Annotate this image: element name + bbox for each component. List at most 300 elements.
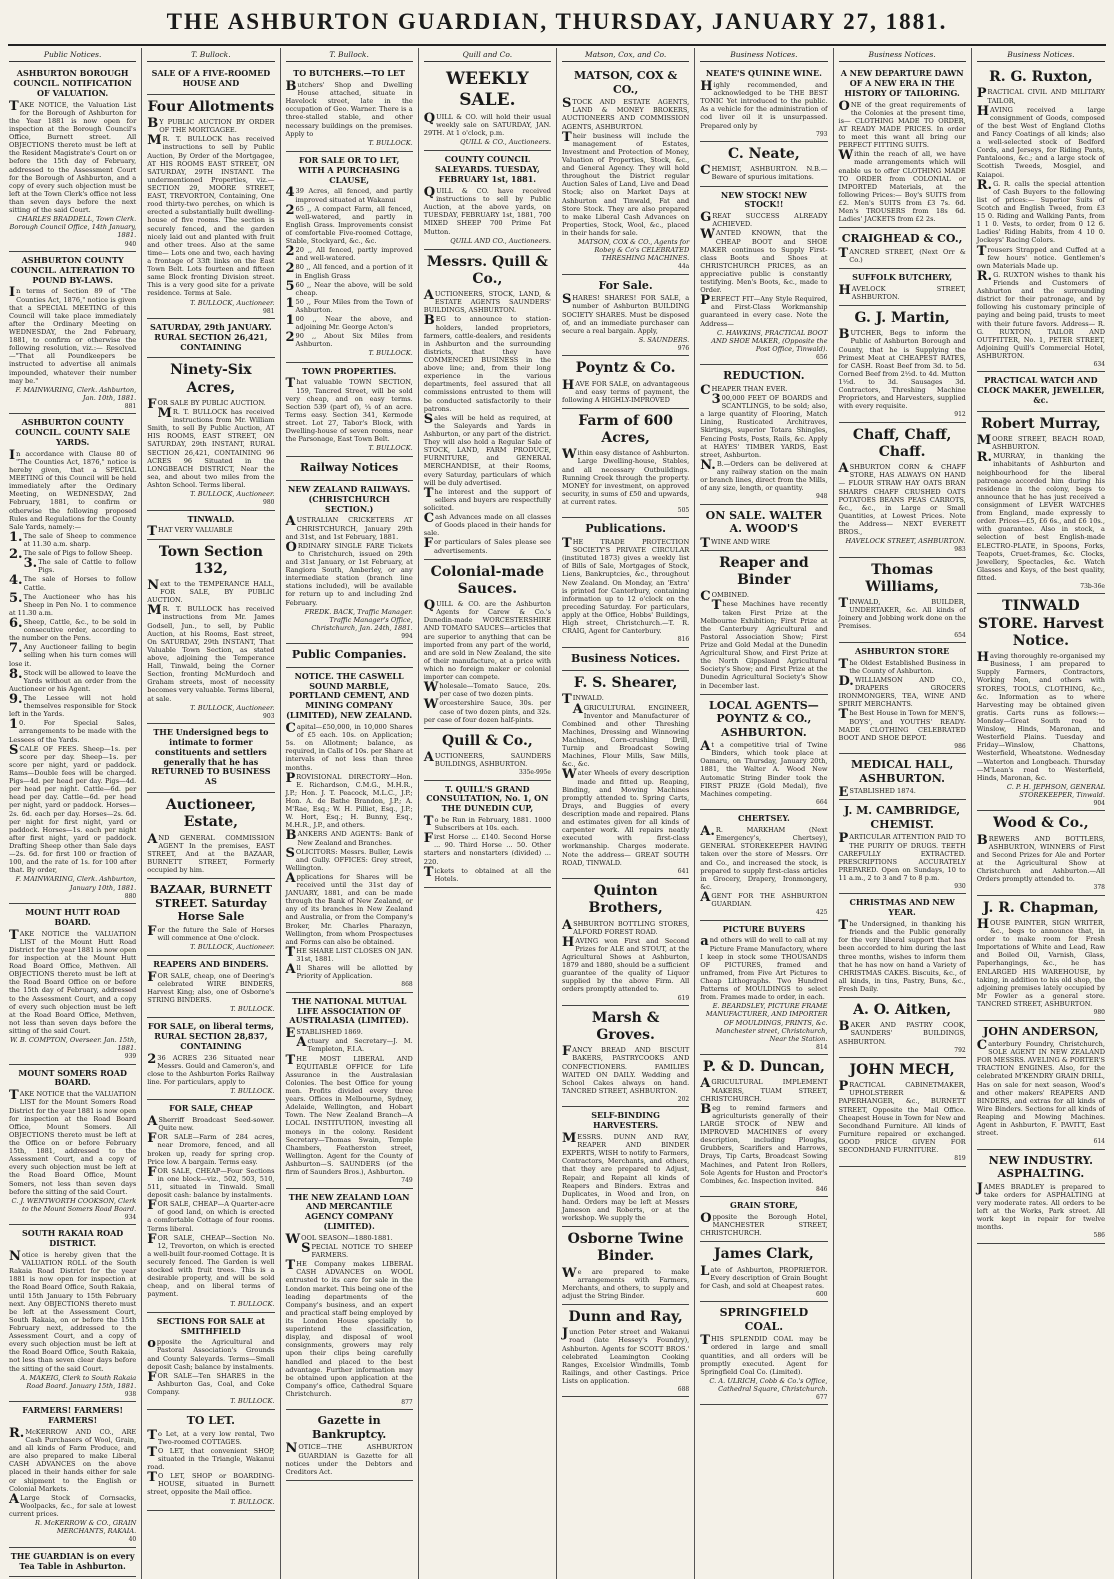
ad-signature: T. BULLOCK, Auctioneer. [190,298,275,307]
column-heading: Public Notices. [9,50,136,62]
ad-title: Reaper and Binder [719,554,809,589]
ad-body-text: BUTCHER, Begs to inform the Public of Ashburton Borough and County, that he is Supplying the Primest Meat at CHEAPEST RATES, for CASH. Roast Beef from 3d. to 5d. Corned Beef from 2½d. to 4d. Mutton 1½d. to 3d. Sausages 3d. Contractors, Threshing Machine Proprietors, and Harvesters, supplied with every requisite. [838,327,966,411]
ad-body-text: HAVE FOR SALE, on advantageous and easy terms of payment, the following A HIGHLY-IMPROVED [562,377,690,404]
ad-title: COUNTY COUNCIL SALEYARDS. TUESDAY, FEBRUARY 1st, 1881. [434,154,540,185]
ad-body-text: AND GENERAL COMMISSION AGENT In the premises, EAST STREET, And at the BAZAAR, BURNETT STREET, Formerly occupied by him. [147,831,275,874]
ad-title: Ninety-Six Acres, [170,362,252,396]
ad-body-text: FOR SALE, CHEAP—Section No. 12, Trevorton, on which is erected a well-built four-roomed Cottage. It is securely fenced. The Garden is well stocked with fruit trees. This is a desirable property, and will be sold cheap, and on liberal terms of payment. [147,1231,275,1299]
advertisement [562,1107,689,1227]
advertisement [147,540,274,725]
ad-title: ASHBURTON COUNTY COUNCIL. COUNTY SALE YARDS. [15,417,130,447]
ad-body-text: FOR SALE, cheap, one of Deering's celebrated WIRE BINDERS, Harvest King; also, one of Osborne's STRING BINDERS. [147,969,275,1005]
advertisement [562,409,689,519]
advertisement [9,1065,136,1226]
ad-body-text: TAKE NOTICE, the Valuation List for the Borough of Ashburton for the Year 1881 is now open for inspection at the Borough Council's Office, Burnett street. All OBJECTIONS thereto must be left at the Resident Magistrate's Court on or before the 15th day of February, addressed to the Assessment Court for the Borough of Ashburton, and a copy of every such objection must be left at the Town Clerk's office not less than seven days before the next sitting of the said Court. [9,98,137,215]
ad-body-text: MR. T. BULLOCK has received instructions to sell by Public Auction, By Order of the Mortgagee, AT HIS ROOMS EAST STREET, ON SATURDAY, 29TH INSTANT. The undermentioned Properties, viz.— SECTION 29, MOORE STREET, EAST, TREVORTON, Containing, One rood thirty-two perches, on which is erected a substantially built dwelling-house of five rooms. The section is securely fenced, and the garden nicely laid out and planted with fruit and other trees. Also at the same time— Lots one and two, each having a frontage of 33ft links on the East Town Belt. Lots fourteen and fifteen same Block fronting Division street. This is a very good site for a private residence. Terms at Sale. [147,133,275,298]
advertisement [147,511,274,540]
ad-body-text: Their business will include the management of Estates, Investment and Protection of Money, Valuation of Properties, Stock, &c., and General Agency. They will hold throughout the District regular Auction Sales of Land, Live and Dead Stock; also on Market Days at Ashburton and Tinwald, Fat and Store Stock. They are also prepared to make Liberal Cash Advances on Properties, Stock, Wool, &c., placed in their hands for sale. [562,129,690,237]
ad-reference-number: 202 [677,1095,690,1103]
ad-body-text: 150 ,, Four Miles from the Town of Ashburton. [285,295,413,314]
advertisement [9,65,136,252]
advertisement [9,904,136,1065]
advertisement [839,558,966,643]
advertisement [839,894,966,998]
ad-title: Marsh & Groves. [591,1009,660,1044]
ad-title: TOWN PROPERTIES. [301,365,397,376]
ad-body-text: TINWALD. [562,692,604,708]
ad-body-text: First Horse ... £140. Second Horse ... 90. Third Horse ... 50. Other starters and nonstarters (divided) ... 220. [423,831,551,866]
column-heading: Business Notices. [700,50,827,62]
ad-body-text: ASherriff Broadcast Seed-sower. Quite new. [147,1114,275,1133]
advertisement [286,1189,413,1411]
ad-title: G. J. Martin, [854,310,950,327]
ad-body-text: 6.Sheep, Cattle, &c., to be sold in consecutive order, according to the number on the Pens. [9,616,137,643]
advertisement [562,648,689,672]
ad-body-text: 220 ,, All fenced, partly improved and well-watered. [285,244,413,263]
ad-body-text: SHARES! SHARES! FOR SALE, a number of Ashburton BUILDING SOCIETY SHARES. Must be disposed of, and an immediate purchaser can secure a real bargain. Apply, [562,292,690,335]
ad-title: Wood & Co., [993,815,1089,832]
column-2 [142,48,280,1579]
ad-body-text: The Oldest Established Business in the County of Ashburton. [838,656,966,675]
advertisement [977,65,1105,372]
ad-body-text: These Machines have recently taken First Prize at the Melbourne Exhibition; First Prize at the Canterbury Agricultural and Pastoral Association Show; First Prize and Gold Medal at the Dunedin Agricultural Show, and First Prize at the North Gippsland Agricultural Society's Show; and First Prize at the Dunedin Agricultural Society's Show in December last. [700,598,828,690]
advertisement [700,142,827,186]
ad-title: NOTICE. THE CASWELL SOUND MARBLE, PORTLAND CEMENT, AND MINING COMPANY (LIMITED), NEW ZEALAND. [286,670,413,721]
masthead-title: THE ASHBURTON GUARDIAN, THURSDAY, JANUARY 27, 1881. [166,9,948,34]
ad-title: T. QUILL'S GRAND CONSULTATION, No. 1, ON THE DUNEDIN CUP, [426,783,549,814]
ad-body-text: 236 ACRES 236 Situated near Messrs. Gould and Cameron's, and close to the Ashburton Forks Railway line. For particulars, apply to [147,1051,275,1087]
ad-body-text: D.WILLIAMSON AND CO., DRAPERS GROCERS IRONMONGERS, TEA, WINE AND SPIRIT MERCHANTS. [838,674,966,709]
ad-title: Messrs. Quill & Co., [426,253,548,287]
ad-body-text: Having thoroughly re-organised my Business, I am prepared to Supply Farmers, Contractors, Working Men, and others with STORES, TOOLS, CLOTHING, &c., &c. Information as to where Harvesting may be obtained given gratis. Carts runs as follows:— Monday—Great South road to Winslow, Hinds, Maronan, and Westerfield Plains. Tuesday and Friday—Winslow, Chattons, Westerfield, Wheatstone. Wednesday—Waterton and Longbeach. Thursday—M'Lean's road to Westerfield, Hinds, Maronan, &c. [976,650,1105,782]
ad-reference-number: 983 [954,546,966,554]
ad-body-text: 10. For Special Sales, arrangements to be made with the Lessees of the Yards. [9,717,137,744]
advertisement [700,695,827,811]
ad-body-text: TINWALD, BUILDER, UNDERTAKER, &c. All kinds of Joinery and Jobbing work done on the Premises. [838,596,966,631]
ad-body-text: Trousers Strapped and Cuffed at a few hours' notice. Gentlemen's own Materials Made up. [976,243,1105,270]
ad-title: SECTIONS FOR SALE at SMITHFIELD [156,1315,265,1336]
ad-body-text: BAKER AND PASTRY COOK, SAUNDERS' BUILDINGS, ASHBURTON. [838,1019,966,1046]
ad-body-text: AGRICULTURAL IMPLEMENT MAKERS, TUAM STREET, CHRISTCHURCH. [700,1076,828,1103]
advertisement [700,365,827,504]
advertisement [147,1100,274,1312]
ad-body-text: ASHBURTON BOTTLING STORES, ALFORD FOREST ROAD. [562,917,690,936]
ad-body-text: Capital—£50,000, in 10,000 Shares of £5 each. 10s. on Application; 5s. on Allotment; balance, as required, in Calls of 10s. per Share at intervals of not less than three months. [285,720,413,772]
ad-reference-number: 940 [124,240,137,248]
ad-reference-number: 904 [1093,800,1105,808]
ad-title: Osborne Twine Binder. [567,1231,684,1265]
ad-body-text: TWINE AND WIRE [700,535,771,551]
ad-body-text: Canterbury Foundry, Christchurch, SOLE AGENT IN NEW ZEALAND FOR MESSRS. AVELING & PORTER'S TRACTION ENGINES. Also, for the celebrated M'KENDRY GRAIN DRILL, Has on sale for next season, Wood's and other makers' REAPERS AND BINDERS, and extras for all kinds of Wire Binders. Sections for all kinds of Reaping and Mowing Machines. Agent in Ashburton, F. PAVITT, East street. [976,1038,1105,1138]
advertisement [977,412,1105,595]
ad-body-text: PARTICULAR ATTENTION PAID TO THE PURITY OF DRUGS. TEETH CAREFULLY EXTRACTED. PRESCRIPTIONS ACCURATELY PREPARED. Open on Sundays, 10 to 11 a.m., 2 to 3 and 7 to 8 p.m. [838,831,966,882]
ad-body-text: 439 Acres, all fenced, and partly improved situated at Wakanui [285,185,413,204]
ad-signature: HAVELOCK STREET, ASHBURTON. [845,537,966,546]
ad-body-text: Butchers' Shop and Dwelling House attached, situate in Havelock street, late in the occupation of Geo. Warner. There is a three-stalled stable, and other necessary buildings on the premises. Apply to [285,79,413,138]
ad-title: NEW ZEALAND RAILWAYS. (CHRISTCHURCH SECTION.) [288,483,411,514]
ad-title: FOR SALE, on liberal terms, RURAL SECTION 28,837, CONTAINING [147,1021,274,1051]
ad-signature: T. BULLOCK. [230,1087,275,1096]
ad-body-text: COMBINED. [700,589,749,605]
advertisement [424,151,551,249]
ad-body-text: AUCTIONEERS, STOCK, LAND, & ESTATE AGENTS SAUNDERS' BUILDINGS, ASHBURTON. [423,288,551,315]
ad-reference-number: 600 [816,1290,828,1298]
advertisement [286,668,413,993]
advertisement [286,363,413,458]
ad-title: TINWALD STORE. Harvest Notice. [977,598,1104,649]
ad-body-text: Cash Advances made on all classes of Goods placed in their hands for sale. [423,511,551,538]
ad-reference-number: 816 [677,636,690,644]
ad-body-text: QUILL & CO. will hold their usual weekly sale on SATURDAY, JAN. 29TH. At 1 o'clock, p.m. [423,111,551,138]
ad-title: TO BUTCHERS.—TO LET [293,68,405,79]
advertisement [9,414,136,904]
column-heading: Business Notices. [839,50,966,62]
ad-signature: W. B. COMPTON, Overseer. Jan. 15th, 1881. [10,1036,137,1053]
ad-body-text: PERFECT FIT—Any Style Required, and First-Class Workmanship guaranteed in every case. Note the Address— [700,293,828,328]
ad-signature: A. MAKEIG, Clerk to South Rakaia Road Board. January 15th, 1881. [20,1373,137,1390]
ad-reference-number: 634 [1093,361,1105,369]
ad-body-text: 5.The Auctioneer who has his Sheep in Pen No. 1 to commence at 11.30 a.m. [9,590,137,617]
ad-body-text: HAVING received a large consignment of Goods, composed of the best West of England Cloths and Fancy Coatings of all kinds; also a well-selected stock of Bedford Cords, and Jerseys, for Riding Pants, Pantaloons, &c.; and a large stock of Scottish Tweeds, Mosgiel, and Kaiapoi. [976,103,1105,179]
ad-body-text: STOCK AND ESTATE AGENTS, LAND & MONEY BROKERS, AUCTIONEERS AND COMMISSION AGENTS, ASHBURTON. [562,96,690,131]
ad-title: GRAIN STORE, [729,1200,798,1211]
ad-body-text: TO LET, SHOP or BOARDING-HOUSE, situated in Burnett street, opposite the Mail office. [147,1470,275,1497]
advertisement [9,1225,136,1402]
ad-signature: C. J. WENTWORTH COOKSON, Clerk to the Mount Somers Road Board. [11,1196,137,1213]
advertisement [424,560,551,729]
ad-title: JOHN ANDERSON, [983,1024,1099,1038]
ad-title: A. O. Aitken, [853,1002,952,1019]
advertisement [700,1242,827,1302]
advertisement [839,1058,966,1167]
advertisement [147,65,274,95]
ad-body-text: A.R. MARKHAM (Next Emergency's, Chertsey), GENERAL STOREKEEPER HAVING taken over the store of Messrs. Orr and Co., and increased the stock, is prepared to supply first-class articles in Grocery, Drapery, Ironmongery, &c. [700,824,828,891]
ad-title: Quill & Co., [442,732,533,749]
ad-title: SOUTH RAKAIA ROAD DISTRICT. [22,1228,124,1249]
ad-body-text: WANTED KNOWN, that the CHEAP BOOT and SHOE MAKER continues to Supply First-class Boots and Shoes at CHRISTCHURCH PRICES, as an appreciative public is constantly testifying. Men's Boots, &c., made to Order. [700,227,828,295]
advertisement [424,781,551,888]
ad-reference-number: 939 [124,1053,137,1061]
ad-body-text: HAVELOCK STREET, ASHBURTON. [838,282,966,302]
ad-title: THE NATIONAL MUTUAL LIFE ASSOCIATION OF AUSTRALASIA (LIMITED). [289,995,409,1026]
ad-body-text: AGRICULTURAL ENGINEER, Inventor and Manufacturer of Combined and other Threshing Machines, Dressing and Winnowing Machines, Corn-crushing Drill, Turnip and Broadcast Sowing Machines, Flour Mills, Saw Mills, &c., &c. [562,701,690,769]
ad-body-text: Within easy distance of Ashburton. Large Dwelling-house, Stables, and all necessary Outbuildings. Running Creek through the property. MONEY for investment, on approved security, in sums of £50 and upwards, at current rates. [562,447,690,506]
ad-reference-number: 614 [1093,1138,1105,1146]
ad-reference-number: 664 [816,798,828,806]
ad-title: REAPERS AND BINDERS. [153,958,269,969]
ad-reference-number: 749 [401,1177,413,1185]
advertisement [147,358,274,510]
ad-body-text: BANKERS AND AGENTS: Bank of New Zealand and Branches. [285,828,413,847]
ad-reference-number: 868 [401,981,413,989]
ad-body-text: ORDINARY SINGLE FARE Tickets to Christchurch, issued on 29th and 31st January, or 1st February, at Rangiora South, Amberley, or any intermediate station (branch line stations included), will be available for return up to and including 2nd February. [285,539,413,607]
ad-signature: F. MAINWARING, Clerk. Ashburton, January 10th, 1881. [15,875,137,892]
advertisement [147,1018,274,1100]
ad-body-text: Notice is hereby given that the VALUATION ROLL of the South Rakaia Road District for the year 1881 is now open for inspection at the Road Board Office, South Rakaia, until 15th January to 15th February next. Any OBJECTIONS thereto must be left at the Assessment Court, South Rakaia, on or before the 15th February next, addressed to the Assessment Court, and a copy of every such objection must be left at the Road Board Office, South Rakaia, not less than seven clear days before the sitting of the said Court. [9,1248,137,1373]
advertisement [700,187,827,366]
ad-title: Railway Notices [300,461,399,475]
ad-body-text: R.G. R. calls the special attention of Cash Buyers to the following list of prices:— Superior Suits of Scotch and English Tweed, from £3 15 0. Riding and Walking Pants, from 1 1 0. Vests, to order, from 0 12 6. Ladies' Riding Habits, from 4 10 0. Jockeys' Racing Colors. [976,177,1105,245]
ad-body-text: At a competitive trial of Twine Binders, which took place at Oamaru, on Thursday, January 20th, 1881, the Walter A. Wood New Automatic String Binder took the FIRST PRIZE (Gold Medal), five Machines competing. [700,739,828,798]
ad-body-text: The Undersigned, in thanking his friends and the Public generally for the very liberal support that has been accorded to him during the last three months, wishes to inform them that he has now on hand a Variety of CHRISTMAS CAKES. Biscuits, &c., of all kinds, in tins, Pastry, Buns, &c., Fresh Daily. [838,918,966,993]
column-heading: Quill and Co. [424,50,551,62]
ad-body-text: SPECIAL NOTICE TO SHEEP FARMERS. [301,1240,413,1260]
ad-title: J. R. Chapman, [982,899,1099,916]
ad-title: TO LET. [186,1414,236,1428]
ad-body-text: PROVISIONAL DIRECTORY—Hon. E. Richardson, C.M.G., M.H.R., J.P.; Hon. J. T. Peacock, M.L.C., J.P.; Hon. A. de Bathe Brandon, J.P.; A. M'Rae, Esq.; W. H. Pilliet, Esq., J.P.; W. Hort, Esq.; H. Bunny, Esq., M.H.R., J.P., and others. [285,770,413,830]
ad-body-text: BREWERS AND BOTTLERS, ASHBURTON, WINNERS of First and Second Prizes for Ale and Porter at the Agricultural Show at Christchurch and Ashburton.—All Orders promptly attended to. [976,832,1105,884]
ad-body-text: THAT VERY VALUABLE [147,524,233,540]
ad-reference-number: 73b-36e [1080,583,1105,591]
ad-body-text: Next to the TEMPERANCE HALL, FOR SALE, BY PUBLIC AUCTION. [147,577,275,605]
ad-title: ASHBURTON COUNTY COUNCIL. ALTERATION TO POUND BY-LAWS. [10,254,135,285]
ad-reference-number: 677 [816,1394,828,1402]
ad-signature: S. SAUNDERS. [638,335,690,344]
ad-body-text: AUCTIONEERS, SAUNDERS BUILDINGS, ASHBURTON. [423,749,551,769]
ad-body-text: and others will do well to call at my Picture Frame Manufactory, where I keep in stock some THOUSANDS OF PICTURES, framed and unframed, from Five Art Pictures to Cheap Lithographs. Two Hundred Patterns of MOULDINGS to select from. Frames made to order, in each. [700,934,828,1002]
ad-title: FARMERS! FARMERS! FARMERS! [22,1405,123,1426]
ad-reference-number: 688 [677,1386,690,1394]
ad-body-text: ASHBURTON CORN & CHAFF STORE, HAS ALWAYS ON HAND— FLOUR STRAW HAY OATS BRAN SHARPS CHAFF CRUSHED OATS POTATOES BEANS PEAS CARROTS, &c., &c., in Large or Small Quantities, at Lowest Prices. Note the Address— NEXT EVERETT BROS., [838,461,966,537]
ad-body-text: CHEMIST, ASHBURTON. N.B.—Beware of spurious imitations. [700,163,828,182]
ad-title: SUFFOLK BUTCHERY, [852,272,953,283]
advertisement [562,879,689,1006]
ad-title: MATSON, COX & CO., [573,69,678,96]
column-heading: T. Bullock. [147,50,274,62]
ad-body-text: The Best House in Town for MEN'S, BOYS', and YOUTHS' READY-MADE CLOTHING CELEBRATED BOOT AND SHOE DEPOT. [838,707,966,742]
ad-body-text: HAVING won First and Second Prizes for ALE and STOUT, at the Agricultural Shows at Ashburton, 1879 and 1880, should be a sufficient guarantee of the quality of Liquor supplied by the above Firm. All orders promptly attended to. [562,934,690,994]
advertisement [286,481,413,644]
ad-reference-number: 656 [816,354,828,362]
ad-signature: T. BULLOCK. [230,1299,275,1308]
advertisement [562,671,689,879]
ad-body-text: THE SHARE LIST CLOSES ON JAN. 31st, 1881. [285,944,413,964]
ad-body-text: Within the reach of all, we have made arrangements which will enable us to offer CLOTHING MADE TO ORDER from COLONIAL or IMPORTED Materials, at the following Prices:— Boy's SUITS from £2. Men's SUITS from £3 7s. 6d. Men's TROUSERS from 18s 6d. Ladies' JACKETS from £2 2s. [838,148,966,224]
ad-title: Poyntz & Co. [575,360,676,377]
ad-body-text: The interest and the support of sellers and buyers are respectfully solicited. [423,485,551,512]
ad-signature: E. BEARDSLEY, PICTURE FRAME MANUFACTURER, AND IMPORTER OF MOULDINGS, PRINTS, &c. Manchester street, Christchurch, Near the Station. [705,1002,828,1043]
ad-body-text: FANCY BREAD AND BISCUIT BAKERS, PASTRYCOOKS AND CONFECTIONERS. FAMILIES WAITED ON DAILY. Wedding and School Cakes always on hand. TANCRED STREET, ASHBURTON. [562,1044,690,1095]
ad-signature: T. BULLOCK, Auctioneer. [190,703,275,712]
advertisement [977,372,1105,411]
advertisement [9,1548,136,1578]
advertisement [700,810,827,920]
ad-reference-number: 586 [1093,1232,1105,1240]
advertisement [562,1305,689,1397]
ad-title: ASHBURTON STORE [854,645,950,656]
ad-body-text: Wholesale—Tomato Sauce, 20s. per case of two dozen pints. [423,680,551,699]
ad-body-text: SCALE OF FEES. Sheep—1s. per score per day. Sheep—1s. per score per night, yard or paddock. Rams—Double fees will be charged. Pigs—4d. per head per day. Pigs—4d. per head per night. Cattle—6d. per head per day. Cattle—6d. per head per night, yard or paddock. Horses—2s. 6d. each per day. Horses—2s. 6d. per night for first night, yard or paddock. Horses—1s. each per night after first night, yard or paddock. Drafting Sheep other than Sale days—2s. 6d. for first 100 or fraction of 100, and the rate of 1s. for 100 after that. By order, [9,742,137,875]
ad-body-text: FOR SALE, CHEAP—A Quarter-acre of good land, on which is erected a comfortable Cottage of four rooms. Terms liberal. [147,1198,275,1233]
ad-title: For Sale. [598,278,653,292]
ad-body-text: Junction Peter street and Wakanui road (late Hessey's Foundry), Ashburton. Agents for SCOTT BROS.' celebrated Leamington Cooking Ranges, Excelsior Windmills, Tomb Railings, and other Castings. Price Lists on application. [562,1326,690,1385]
ad-signature: C. P. H. JEPHSON, GENERAL STOREKEEPER, Tinwald. [1006,782,1105,799]
ad-body-text: TAKE NOTICE the VALUATION LIST of the Mount Hutt Road District for the year 1881 is now open for inspection at the Mount Hutt Road Board Office, Methven. All OBJECTIONS thereto must be left at the Road Board Office on or before the 15th day of February, addressed to the Assessment Court, and a copy of every such objection must be left at the Road Board Office, Methven, not less than seven days before the sitting of the said Court. [9,927,137,1035]
ad-title: ASHBURTON BOROUGH COUNCIL. NOTIFICATION OF VALUATION. [13,68,132,98]
advertisement [700,551,827,695]
advertisement [839,228,966,269]
advertisement [147,319,274,358]
ad-body-text: HOUSE PAINTER, SIGN WRITER, &c., begs to announce that, in order to make room for Fresh Importations of White and Lead, Raw and Boiled Oil, Varnish, Glass, Paperhangings, &c., he has ENLARGED HIS WAREHOUSE, by taking, in addition to his old shop, the adjoining premises lately occupied by Mr Fowler as a general store. TANCRED STREET, ASHBURTON. [976,916,1105,1009]
ad-body-text: AUSTRALIAN CRICKETERS AT CHRISTCHURCH, January 29th and 31st, and 1st February, 1881. [285,514,413,541]
ad-title: Farm of 600 Acres, [578,412,674,447]
ad-reference-number: 903 [263,712,275,720]
ad-body-text: PRACTICAL CIVIL AND MILITARY TAILOR, [976,86,1105,105]
ad-reference-number: 846 [816,1185,828,1193]
advertisement [700,1302,827,1405]
ad-reference-number: 976 [677,344,690,352]
column-7 [834,48,972,1579]
ad-body-text: CHEAPER THAN EVER. [700,382,788,398]
advertisement [839,998,966,1058]
ad-body-text: Opposite the Borough Hotel, MANCHESTER STREET, CHRISTCHURCH. [700,1211,828,1238]
advertisement [839,269,966,306]
ad-reference-number: 881 [124,402,137,410]
ad-body-text: AGENT FOR THE ASHBURTON GUARDIAN. [700,890,828,909]
ad-body-text: PRACTICAL CABINETMAKER, UPHOLSTERER & PAPERHANGER, &c., BURNETT STREET, Opposite the Mail Office. Cheapest House in Town for New and Secondhand Furniture. All kinds of Furniture repaired or exchanged. GOOD PRICE GIVEN FOR SECONDHAND FURNITURE. [838,1079,966,1155]
advertisement [286,993,413,1189]
ad-body-text: MOORE STREET, BEACH ROAD, ASHBURTON. [976,433,1105,452]
advertisement [977,1021,1105,1150]
ad-title: Dunn and Ray, [568,1309,683,1326]
ad-title: Colonial-made Sauces. [430,563,545,597]
ad-body-text: TANCRED STREET, (Next Orr & Co.) [838,245,966,264]
ad-reference-number: 378 [1093,884,1105,892]
advertisement [286,644,413,668]
advertisement [839,423,966,558]
advertisement [424,729,551,781]
ad-reference-number: 335e-995e [518,769,551,777]
ad-signature: QUILL AND CO., Auctioneers. [450,236,551,245]
ad-body-text: 100 ,, Near the above, and adjoining Mr. George Acton's [285,313,413,332]
advertisement [286,65,413,152]
advertisement [562,1227,689,1305]
ad-title: Business Notices. [571,651,681,665]
column-8 [972,48,1110,1579]
ad-title: Gazette in Bankruptcy. [311,1414,387,1441]
ad-title: P. & D. Duncan, [702,1059,825,1076]
ad-title: NEW STOCK! NEW STOCK!! [720,189,807,210]
advertisement [562,275,689,357]
ad-body-text: 2.The sale of Pigs to follow Sheep. [9,547,133,563]
ad-reference-number: 994 [401,632,413,640]
ad-body-text: opposite the Agricultural and Pastoral Association's Grounds and County Saleyards. Terms—Small deposit Cash; balance by instalments. [147,1336,275,1371]
advertisement [562,1006,689,1107]
ad-title: Thomas Williams, [865,561,939,595]
ad-title: Public Companies. [291,648,407,662]
ad-body-text: R.McKERROW AND CO., ARE Cash Purchasers of Wool, Grain, and all kinds of Farm Produce, and are also prepared to make Liberal CASH ADVANCES on the above placed in their hands either for sale or shipment to the English or Colonial Markets. [9,1425,137,1493]
ad-signature: QUILL & CO., Auctioneers. [460,138,551,147]
advertisement [147,879,274,956]
ad-title: REDUCTION. [723,369,805,383]
column-5 [557,48,695,1579]
ad-reference-number: 981 [263,307,275,315]
ad-signature: CHARLES BRADDELL, Town Clerk. Borough Council Office, 14th January, 1881. [9,215,137,240]
ad-body-text: In terms of Section 89 of "The Counties Act, 1876," notice is given that a SPECIAL MEETING of this Council will take place immediately after the Ordinary Meeting on WEDNESDAY, the 2nd February, 1881, to confirm or otherwise the following resolution, viz.:— Resolved—"That all Poundkeepers be instructed to advertise all animals impounded, whatever their number may be." [9,285,137,385]
ad-body-text: 290 ,, About Six Miles from Ashburton. [285,330,413,349]
ad-title: FOR SALE, CHEAP [169,1103,253,1114]
ad-body-text: ESTABLISHED 1874. [838,785,916,801]
advertisement [9,252,136,414]
advertisement [839,643,966,754]
ad-reference-number: 980 [1093,1009,1105,1017]
ad-title: CHRISTMAS AND NEW YEAR. [849,897,955,918]
ad-title: CRAIGHEAD & CO., [841,232,963,246]
ad-body-text: ALarge Stock of Cornsacks, Woolpacks, &c., for sale at lowest current prices. [9,1491,137,1518]
ad-signature: T. BULLOCK, Auctioneer. [190,490,275,499]
ad-title: Town Section 132, [158,543,263,577]
ad-body-text: THIS SPLENDID COAL may be ordered in large and small quantities, and all orders will be promptly executed. Agent for Springfield Coal Co. (Limited). [700,1333,828,1376]
ad-body-text: 280 ,, All fenced, and a portion of it in English Grass [285,261,413,280]
ad-signature: C. A. ULRICH, Cobb & Co.'s Office, Cathedral Square, Christchurch. [709,1376,828,1393]
ad-title: R. G. Ruxton, [989,69,1093,86]
ad-body-text: That valuable TOWN SECTION, 159, Tancred Street, will be sold very cheap, and on easy terms. Section 539 (part of), ¼ of an acre. Terms easy. Section 341, Kermode street. Lot 27, Tabor's Block, with Dwelling-house of seven rooms, near the Parsonage, East Town Belt. [285,376,413,444]
ad-title: ON SALE. WALTER A. WOOD'S [705,508,823,536]
advertisement [977,594,1105,811]
column-heading: Matson, Cox, and Co. [562,50,689,62]
ad-signature: MATSON, COX & CO., Agents for Robey & Co's CELEBRATED THRESHING MACHINES. [577,238,690,263]
ad-reference-number: 40 [128,1536,137,1544]
ad-reference-number: 44a [678,263,690,271]
advertisement [700,65,827,142]
column-heading: Business Notices. [977,50,1105,62]
ad-signature: T. BULLOCK. [368,138,413,147]
ad-signature: C. HAWKINS, PRACTICAL BOOT AND SHOE MAKER, (Opposite the Post Office, Tinwald). [711,328,828,353]
ad-body-text: MR. T. BULLOCK has received instructions from Mr. James Godsell, Jun., to sell, by Public Auction, at his Rooms, East street, On SATURDAY, 29th INSTANT, That Valuable Town Section, as stated above, adjoining the Temperance Hall, Tinwald, being the Corner Section, fronting McMurdoch and Graham streets, most of necessity becomes very valuable. Terms liberal, at sale. [147,603,275,703]
advertisement [147,956,274,1018]
ad-body-text: TO LET, that convenient SHOP, situated in the Triangle, Wakanui road. [147,1444,275,1472]
ad-body-text: R.MURRAY, in thanking the inhabitants of Ashburton and neighbourhood for the liberal patronage accorded him during his residence in the colony, begs to announce that he has just received a consignment of LEVER WATCHES from England, made expressly to order. Prices—£5, £6 6s., and £6 10s., with guarantee. Also in stock, a selection of best English-made ELECTRO-PLATE, in Spoons, Forks, Teapots, Cruet-frames, &c. Clocks, Jewellery, Spectacles, &c. Watch Glasses and Keys, of the best quality, fitted. [976,450,1105,582]
advertisement [977,811,1105,895]
ad-title: MOUNT SOMERS ROAD BOARD. [18,1067,127,1088]
ad-body-text: GREAT SUCCESS ALREADY ACHIEVED. [700,210,828,229]
ad-body-text: Highly recommended, and acknowledged to be THE BEST TONIC Yet introduced to the public. As a vehicle for the administration of cod liver oil it is unsurpassed. Prepared only by [700,79,828,130]
ad-title: NEATE'S QUININE WINE. [705,68,822,79]
ad-body-text: To Let, at a very low rental, Two Two-roomed COTTAGES. [147,1427,275,1446]
ad-title: Chaff, Chaff, Chaff. [852,426,952,461]
ad-reference-number: 792 [954,1046,966,1054]
ad-reference-number: 654 [954,631,966,639]
ad-reference-number: 912 [954,411,966,419]
advertisement [977,896,1105,1021]
column-heading: T. Bullock. [286,50,413,62]
ad-body-text: FOR SALE BY PUBLIC AUCTION. [147,396,266,412]
advertisement [977,1150,1105,1244]
advertisement [147,793,274,879]
ad-title: Auctioneer, Estate, [165,797,256,831]
column-grid [4,48,1110,1571]
column-6 [695,48,833,1579]
advertisement [147,95,274,319]
ad-title: A NEW DEPARTURE DAWN OF A NEW ERA IN THE HISTORY OF TAILORING. [840,68,964,98]
ad-reference-number: 814 [816,1043,828,1051]
ad-reference-number: 819 [954,1155,966,1163]
ad-body-text: FOR SALE—Ten SHARES in the Ashburton Gas, Coal, and Coke Company. [147,1369,275,1396]
advertisement [147,724,274,793]
ad-title: NEW INDUSTRY. ASPHALTING. [988,1153,1093,1181]
ad-title: SELF-BINDING HARVESTERS. [591,1110,661,1131]
ad-body-text: BEG to announce to station-holders, landed proprietors, farmers, cattle-dealers, and residents in Ashburton and the surrounding districts, that they have COMMENCED BUSINESS in the above line; and, from their long experience in the various departments, feel assured that all commissions entrusted to them will be conducted satisfactorily to their patrons. [423,313,551,413]
ad-reference-number: 505 [677,507,690,515]
ad-reference-number: 934 [124,1213,137,1221]
advertisement [700,505,827,551]
ad-body-text: Worcestershire Sauce, 30s. per case of two dozen pints, and 32s. per case of four dozen half-pints. [423,697,551,724]
ad-reference-number: 619 [677,994,690,1002]
ad-title: J. M. CAMBRIDGE, CHEMIST. [844,804,961,831]
ad-body-text: QUILL & CO. have received instructions to sell by Public Auction, at the above yards, on TUESDAY, FEBRUARY 1st, 1881, 700 MIXED SHEEP 700 Prime Fat Mutton. [423,184,551,236]
advertisement [286,457,413,481]
ad-title: CHERTSEY. [737,813,790,824]
